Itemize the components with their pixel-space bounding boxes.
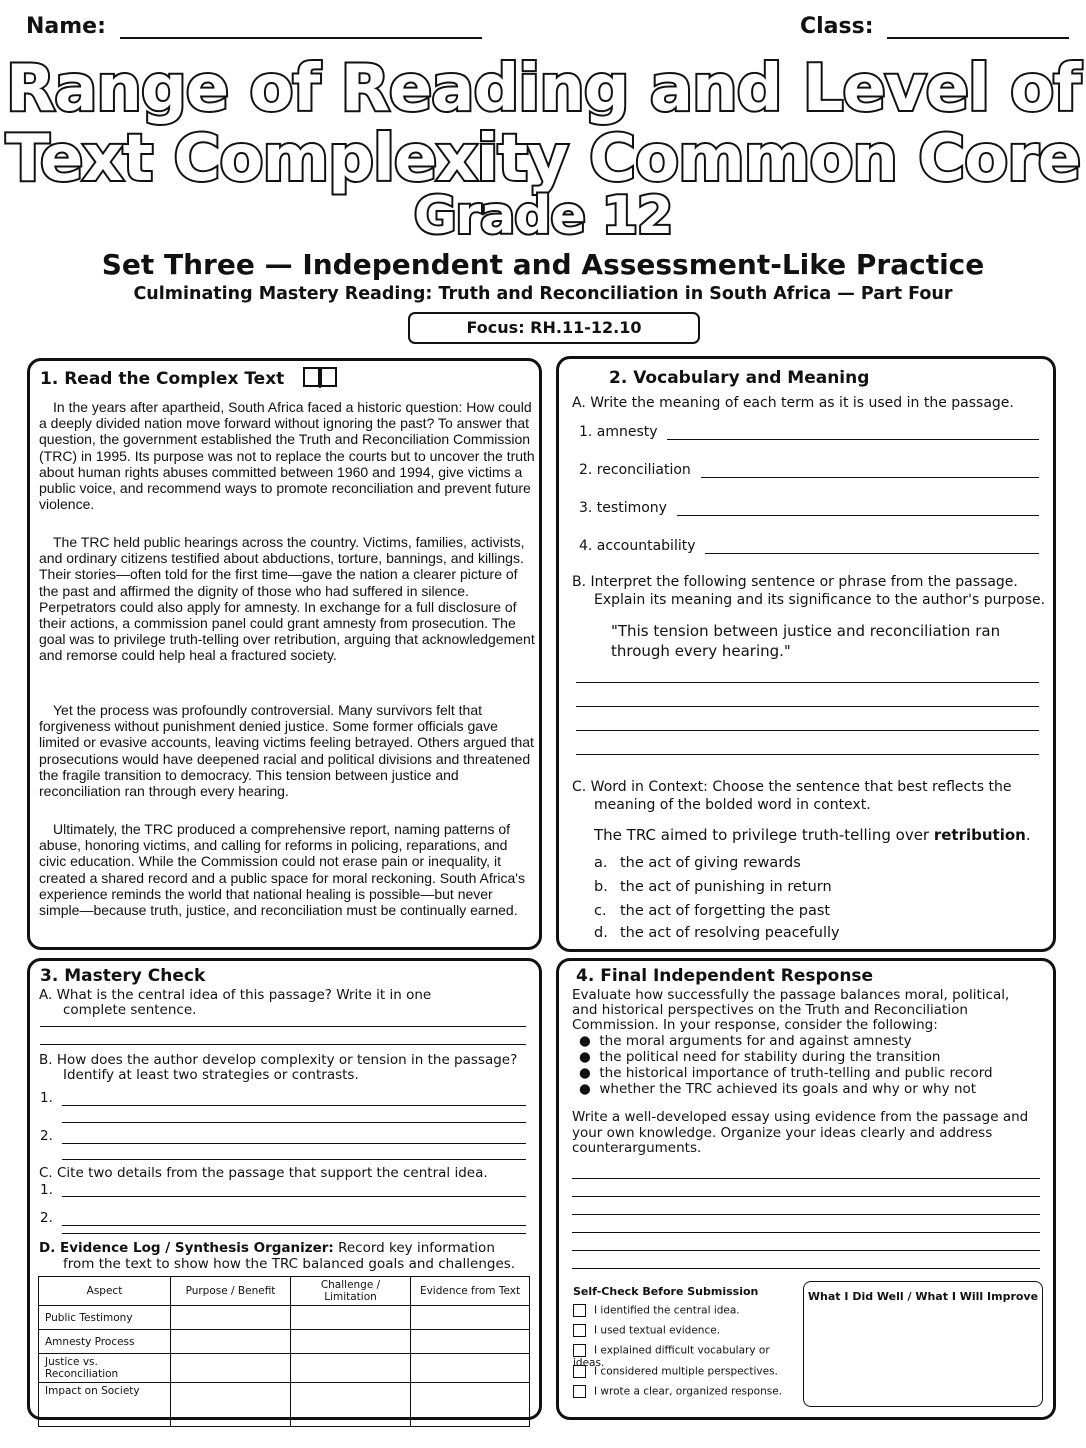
- term-amnesty-line[interactable]: [667, 439, 1039, 440]
- mastery-c-num-1: 1.: [40, 1182, 53, 1198]
- bullet-item: [579, 1082, 976, 1098]
- vocab-b-prompt-2: Explain its meaning and its significance to the author's purpose.: [594, 592, 1046, 608]
- selfcheck-text-4: I considered multiple perspectives.: [594, 1365, 778, 1378]
- mastery-d-prompt-1: [39, 1241, 495, 1257]
- strategy-2-line-a[interactable]: [62, 1143, 526, 1144]
- essay-line-5[interactable]: [572, 1250, 1040, 1251]
- term-accountability: 4. accountability: [579, 538, 696, 554]
- mastery-d-text-1: Record key information: [333, 1240, 495, 1256]
- selfcheck-text-1: I identified the central idea.: [594, 1304, 740, 1317]
- class-field[interactable]: [887, 21, 1069, 39]
- detail-2-line-b[interactable]: [62, 1233, 526, 1234]
- bullet-text-2: the political need for stability during the transition: [599, 1049, 941, 1065]
- option-c-text: the act of forgetting the past: [620, 903, 831, 919]
- table-cell[interactable]: [291, 1354, 411, 1383]
- paragraph-4: Ultimately, the TRC produced a comprehensive report, naming patterns of abuse, honoring victims, and calling for reforms in policing, reparations, and civic education. While the Commission could not erase pain or inequality, it created a shared record and a public space for moral reckoning. South Africa's experience reminds the world that national healing is possible—but never simple—because truth, justice, and reconciliation must be continually earned.: [39, 821, 525, 919]
- context-sentence-post: .: [1025, 826, 1031, 844]
- row-label-public-testimony: Public Testimony: [39, 1306, 171, 1330]
- mastery-check-panel: [27, 958, 542, 1420]
- term-reconciliation: 2. reconciliation: [579, 462, 691, 478]
- mastery-c-prompt: C. Cite two details from the passage that support the central idea.: [39, 1165, 488, 1181]
- evidence-table: [38, 1276, 530, 1427]
- reflection-title: What I Did Well / What I Will Improve: [807, 1290, 1039, 1303]
- class-label: Class:: [800, 14, 874, 39]
- checkbox[interactable]: [573, 1385, 586, 1398]
- table-header-evidence: Evidence from Text: [411, 1277, 530, 1306]
- strategy-1-line-a[interactable]: [62, 1105, 526, 1106]
- option-b[interactable]: [594, 880, 832, 896]
- mastery-d-prompt-2: from the text to show how the TRC balanced goals and challenges.: [63, 1256, 516, 1272]
- table-row: [39, 1330, 530, 1354]
- row-label-amnesty-process: Amnesty Process: [39, 1330, 171, 1354]
- mastery-a-prompt-2: complete sentence.: [63, 1002, 197, 1018]
- detail-1-line[interactable]: [62, 1196, 526, 1197]
- bullet-text-1: the moral arguments for and against amnesty: [599, 1033, 912, 1049]
- mastery-a-prompt-1: A. What is the central idea of this passage? Write it in one: [39, 987, 432, 1003]
- read-text-panel: [27, 358, 542, 950]
- table-cell[interactable]: [291, 1330, 411, 1354]
- section4-title: 4. Final Independent Response: [576, 966, 874, 986]
- paragraph-1: In the years after apartheid, South Africa faced a historic question: How could a deeply divided nation move forward without ignoring the past? To answer that question, the government established the Truth and Reconciliation Commission (TRC) in 1995. Its purpose was not to replace the courts but to uncover the truth about human rights abuses committed between 1960 and 1994, give victims a public voice, and recommend ways to promote reconciliation and prevent future violence.: [39, 399, 535, 513]
- vocab-c-prompt-2: meaning of the bolded word in context.: [594, 797, 871, 813]
- essay-line-4[interactable]: [572, 1232, 1040, 1233]
- focus-badge: Focus: RH.11-12.10: [408, 312, 700, 344]
- option-b-letter: b.: [594, 879, 608, 895]
- table-row: [39, 1354, 530, 1383]
- title-line-2: Text Complexity Common Core: [5, 122, 1081, 196]
- table-cell[interactable]: [171, 1383, 291, 1427]
- context-sentence-bold: retribution: [933, 826, 1026, 844]
- table-header-purpose: Purpose / Benefit: [171, 1277, 291, 1306]
- subtitle: Culminating Mastery Reading: Truth and Reconciliation in South Africa — Part Four: [133, 284, 953, 304]
- paragraph-2: The TRC held public hearings across the country. Victims, families, activists, and ordinary citizens testified about abductions, torture, bannings, and killings. Their stories—often told for the first time—gave the nation a clearer picture of the past and affirmed the dignity of those who had suffered in silence. Perpetrators could also apply for amnesty. In exchange for a full disclosure of their actions, a commission panel could grant amnesty from prosecution. The goal was to privilege truth-telling over retribution, arguing that acknowledgement and remorse could help heal a fractured society.: [39, 534, 535, 664]
- term-accountability-line[interactable]: [705, 553, 1039, 554]
- table-row: [39, 1383, 530, 1427]
- option-c[interactable]: [594, 904, 830, 920]
- table-cell[interactable]: [291, 1306, 411, 1330]
- context-sentence-pre: The TRC aimed to privilege truth-telling over: [594, 826, 934, 844]
- table-cell[interactable]: [291, 1383, 411, 1427]
- interpret-line-4[interactable]: [576, 754, 1039, 755]
- vocab-b-prompt-1: B. Interpret the following sentence or phrase from the passage.: [572, 574, 1018, 590]
- bullet-icon: ●: [579, 1049, 600, 1065]
- table-row: [39, 1306, 530, 1330]
- interpret-line-2[interactable]: [576, 706, 1039, 707]
- option-d[interactable]: [594, 926, 840, 942]
- book-icon: [302, 365, 338, 389]
- bullet-text-4: whether the TRC achieved its goals and why or why not: [599, 1081, 977, 1097]
- reflection-box[interactable]: [803, 1281, 1043, 1407]
- mastery-b-prompt-1: B. How does the author develop complexity or tension in the passage?: [39, 1052, 518, 1068]
- mastery-b-num-1: 1.: [40, 1090, 53, 1106]
- table-cell[interactable]: [411, 1383, 530, 1427]
- title-grade: Grade 12: [413, 186, 673, 246]
- option-d-letter: d.: [594, 925, 608, 941]
- mastery-b-prompt-2: Identify at least two strategies or contrasts.: [63, 1067, 359, 1083]
- term-amnesty: 1. amnesty: [579, 424, 658, 440]
- response-intro-1: Evaluate how successfully the passage balances moral, political,: [572, 987, 1010, 1003]
- table-header-challenge: Challenge / Limitation: [291, 1277, 411, 1306]
- section2-title: 2. Vocabulary and Meaning: [609, 368, 870, 388]
- essay-instruction-2: your own knowledge. Organize your ideas clearly and address: [572, 1125, 993, 1141]
- title-line-1: Range of Reading and Level of: [5, 52, 1081, 126]
- response-intro-3: Commission. In your response, consider the following:: [572, 1017, 938, 1033]
- section3-title: 3. Mastery Check: [40, 966, 206, 986]
- central-idea-line-1[interactable]: [40, 1026, 526, 1027]
- option-c-letter: c.: [594, 903, 607, 919]
- table-cell[interactable]: [411, 1330, 530, 1354]
- option-a-letter: a.: [594, 855, 608, 871]
- bullet-item: [579, 1050, 940, 1066]
- mastery-c-num-2: 2.: [40, 1210, 53, 1226]
- selfcheck-item-4[interactable]: [573, 1365, 793, 1378]
- checkbox[interactable]: [573, 1365, 586, 1378]
- name-label: Name:: [26, 14, 106, 39]
- selfcheck-text-2: I used textual evidence.: [594, 1324, 721, 1337]
- option-a[interactable]: [594, 856, 801, 872]
- selfcheck-item-2[interactable]: [573, 1324, 793, 1337]
- final-response-panel: [556, 958, 1056, 1420]
- paragraph-3: Yet the process was profoundly controversial. Many survivors felt that forgiveness without punishment denied justice. Some former officials gave limited or evasive accounts, leaving victims feeling betrayed. Others argued that prosecutions would have deepened racial and political divisions and threatened the fragile transition to democracy. This tension between justice and reconciliation ran through every hearing.: [39, 702, 534, 800]
- interpret-line-1[interactable]: [576, 682, 1039, 683]
- term-reconciliation-line[interactable]: [701, 477, 1039, 478]
- checkbox[interactable]: [573, 1324, 586, 1337]
- table-cell[interactable]: [171, 1330, 291, 1354]
- strategy-2-line-b[interactable]: [62, 1159, 526, 1160]
- selfcheck-text-5: I wrote a clear, organized response.: [594, 1385, 783, 1398]
- essay-line-6[interactable]: [572, 1268, 1040, 1269]
- selfcheck-item-1[interactable]: [573, 1304, 793, 1317]
- selfcheck-title: Self-Check Before Submission: [573, 1285, 759, 1298]
- table-cell[interactable]: [171, 1306, 291, 1330]
- quote-line-2: through every hearing.": [611, 642, 791, 660]
- option-d-text: the act of resolving peacefully: [620, 925, 840, 941]
- bullet-icon: ●: [579, 1065, 600, 1081]
- bullet-text-3: the historical importance of truth-telling and public record: [599, 1065, 993, 1081]
- class-row: [800, 14, 1069, 39]
- bullet-item: [579, 1034, 912, 1050]
- table-header-aspect: Aspect: [39, 1277, 171, 1306]
- checkbox[interactable]: [573, 1304, 586, 1317]
- quote-line-1: "This tension between justice and reconciliation ran: [611, 622, 1001, 640]
- detail-2-line-a[interactable]: [62, 1225, 526, 1226]
- option-a-text: the act of giving rewards: [620, 855, 801, 871]
- essay-instruction-3: counterarguments.: [572, 1140, 702, 1156]
- mastery-b-num-2: 2.: [40, 1128, 53, 1144]
- bullet-icon: ●: [579, 1081, 600, 1097]
- selfcheck-item-5[interactable]: [573, 1385, 793, 1398]
- table-cell[interactable]: [171, 1354, 291, 1383]
- essay-line-2[interactable]: [572, 1196, 1040, 1197]
- essay-line-1[interactable]: [572, 1178, 1040, 1179]
- vocab-a-prompt: A. Write the meaning of each term as it is used in the passage.: [572, 395, 1014, 411]
- essay-instruction-1: Write a well-developed essay using evidence from the passage and: [572, 1109, 1029, 1125]
- option-b-text: the act of punishing in return: [620, 879, 832, 895]
- central-idea-line-2[interactable]: [40, 1044, 526, 1045]
- strategy-1-line-b[interactable]: [62, 1122, 526, 1123]
- vocab-c-prompt-1: C. Word in Context: Choose the sentence that best reflects the: [572, 779, 1012, 795]
- selfcheck-text-3: I explained difficult vocabulary or ideas.: [573, 1344, 770, 1369]
- term-testimony: 3. testimony: [579, 500, 667, 516]
- table-cell[interactable]: [411, 1306, 530, 1330]
- name-row: [26, 14, 482, 39]
- set-title: Set Three — Independent and Assessment-Like Practice: [101, 248, 985, 281]
- checkbox[interactable]: [573, 1344, 586, 1357]
- response-intro-2: and historical perspectives on the Truth and Reconciliation: [572, 1002, 968, 1018]
- bullet-icon: ●: [579, 1033, 600, 1049]
- vocabulary-panel: [556, 356, 1056, 952]
- row-label-impact-society: Impact on Society: [39, 1383, 171, 1427]
- row-label-justice-reconciliation: Justice vs. Reconciliation: [39, 1354, 171, 1383]
- table-cell[interactable]: [411, 1354, 530, 1383]
- name-field[interactable]: [120, 21, 482, 39]
- term-testimony-line[interactable]: [677, 515, 1039, 516]
- context-sentence: [594, 828, 1031, 844]
- mastery-d-label: D. Evidence Log / Synthesis Organizer:: [39, 1240, 334, 1256]
- bullet-item: [579, 1066, 993, 1082]
- interpret-line-3[interactable]: [576, 730, 1039, 731]
- essay-line-3[interactable]: [572, 1214, 1040, 1215]
- section1-title: 1. Read the Complex Text: [40, 369, 285, 389]
